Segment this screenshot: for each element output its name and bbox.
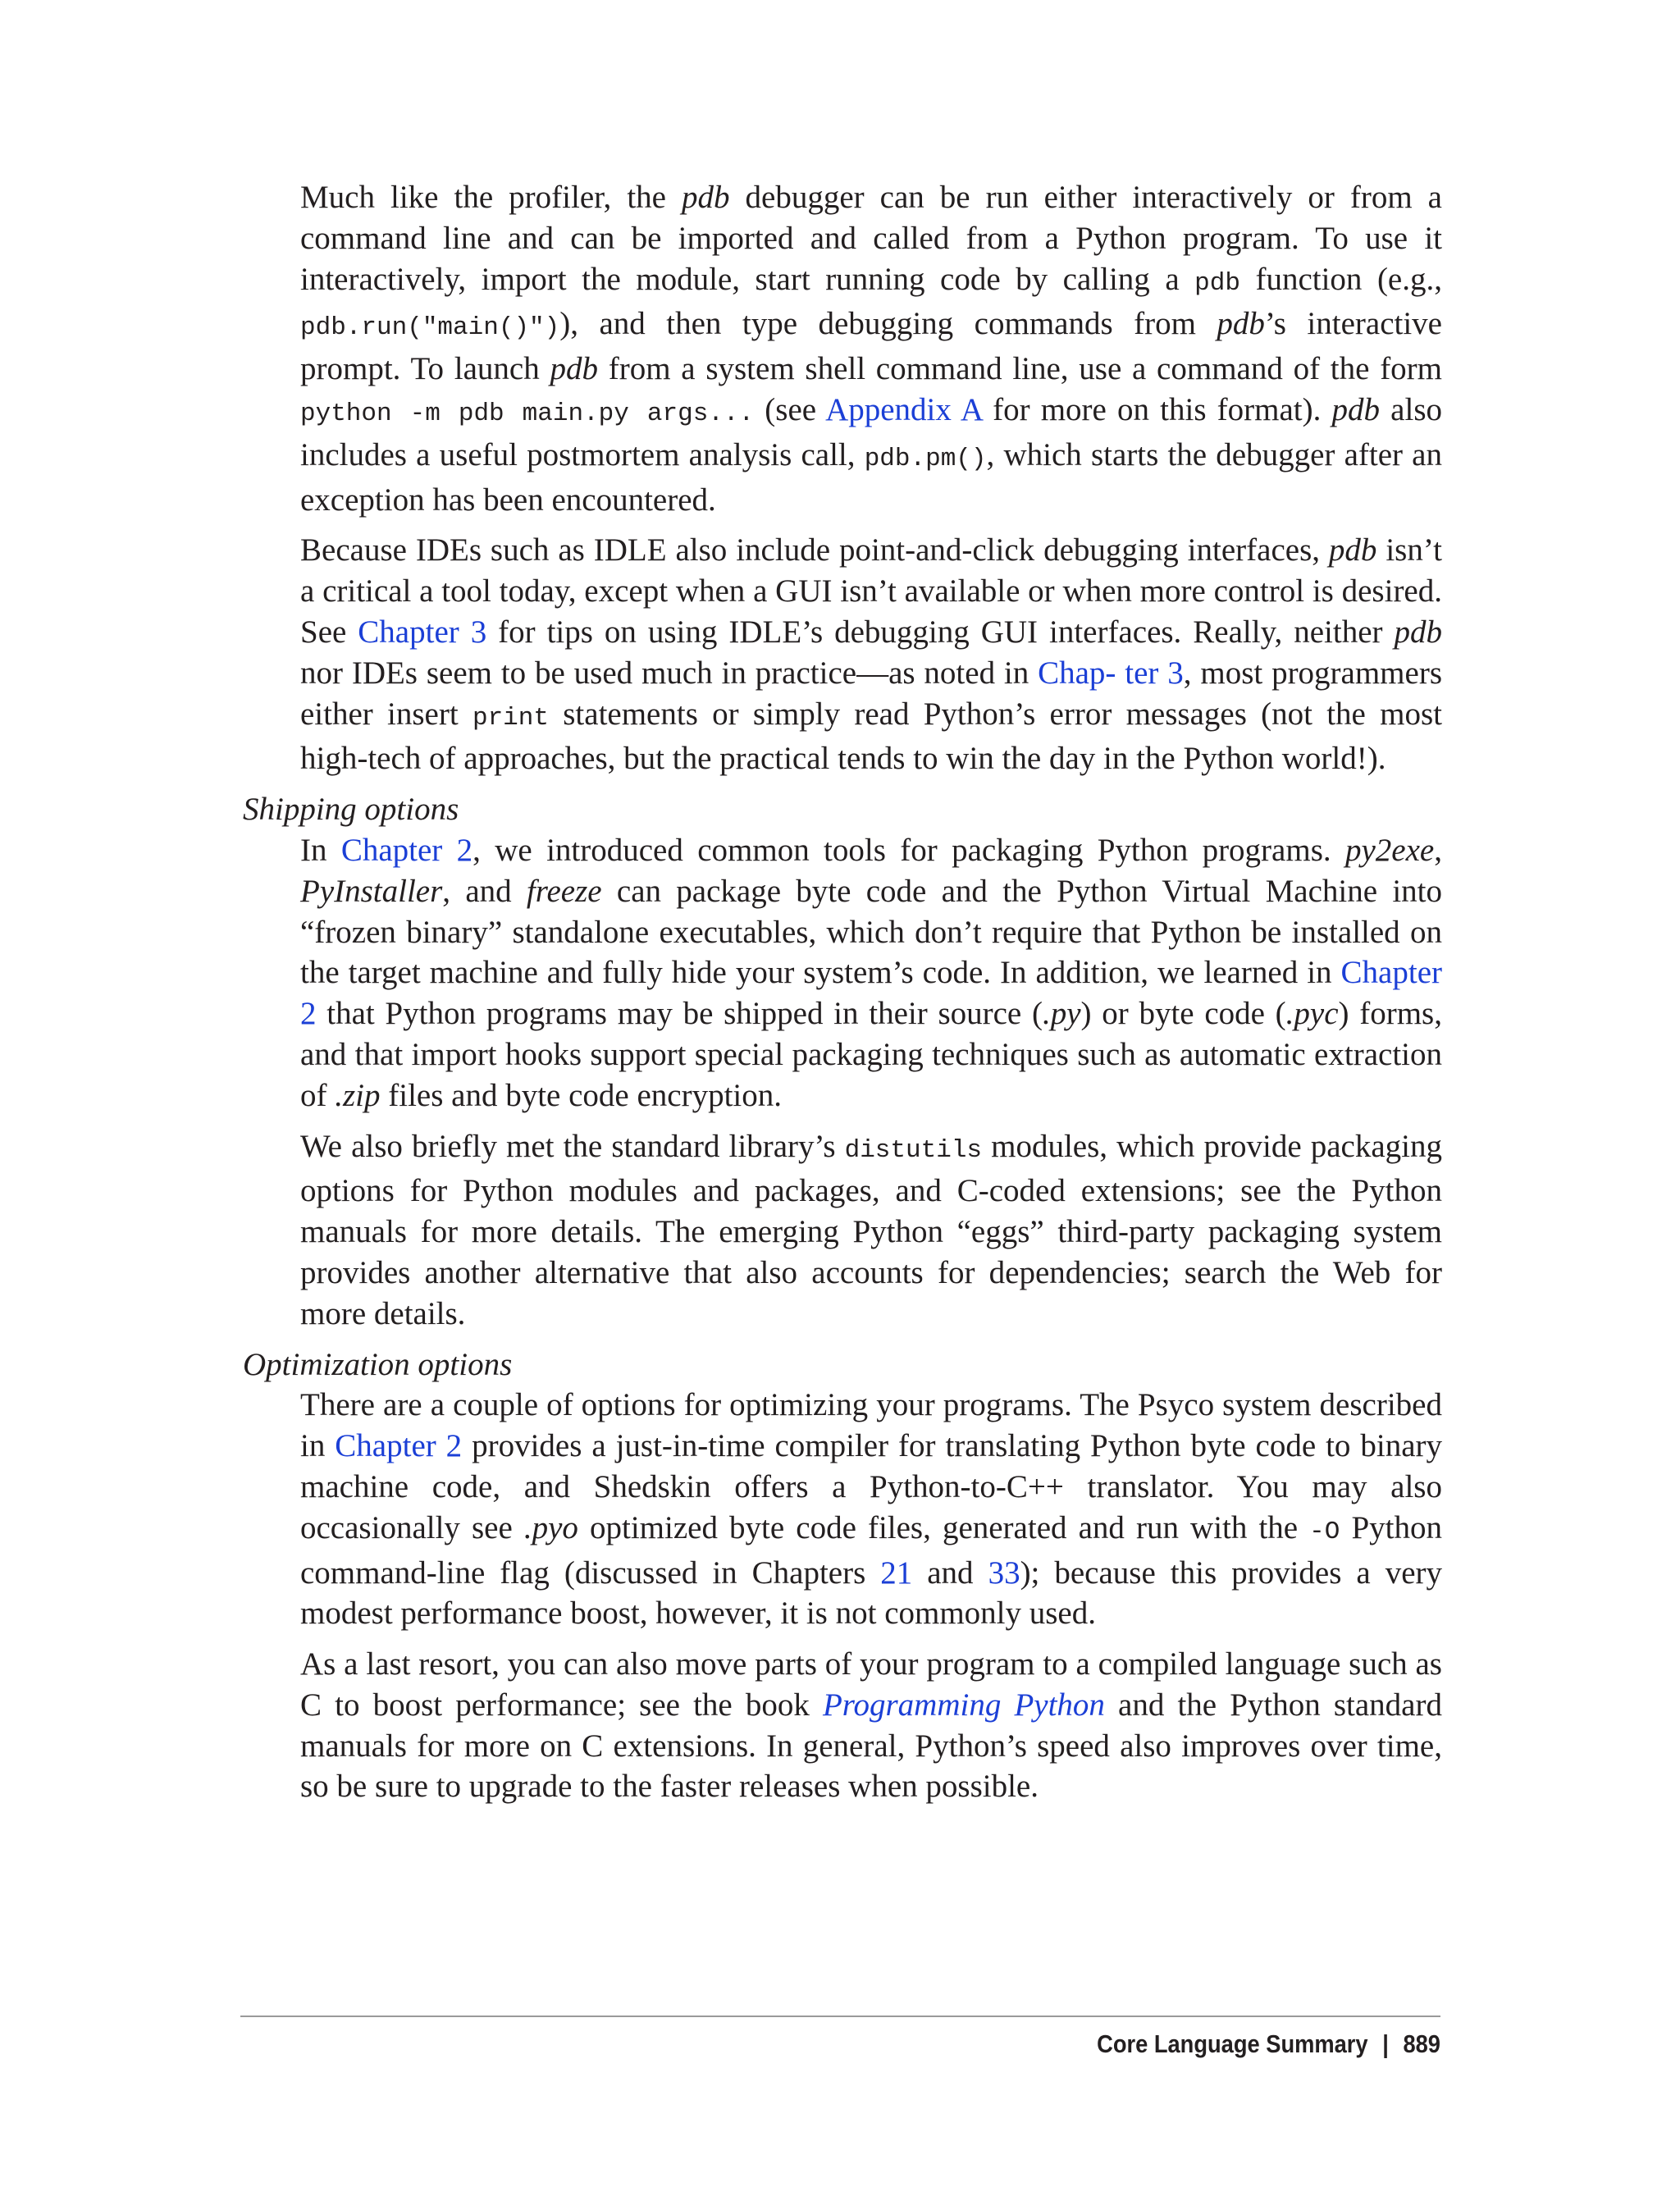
- term-pyo-extension: .pyo: [523, 1509, 578, 1545]
- text: Python command-line flag (discussed in Chapters: [300, 1509, 1442, 1591]
- paragraph-pdb-usage: [300, 177, 1442, 520]
- text: statements or simply read Python’s error messages (not the most high-tech of approaches, but the practical tends to win the day in the Python world!).: [300, 696, 1442, 777]
- link-programming-python[interactable]: Programming Python: [822, 1687, 1105, 1723]
- link-chapter-3[interactable]: Chapter 3: [358, 614, 487, 650]
- text: ); because this provides a very modest performance boost, however, it is not commonly used.: [300, 1554, 1442, 1632]
- code-command-line: python -m pdb main.py args...: [300, 399, 755, 428]
- text: In: [300, 832, 341, 868]
- link-chapter-2[interactable]: Chapter 2: [340, 832, 473, 868]
- paragraph-ide-debugging: [300, 530, 1442, 779]
- code-pdb-run: pdb.run("main()"): [300, 313, 560, 343]
- term-zip-extension: .zip: [335, 1077, 381, 1113]
- text: As a last resort, you can also move parts of your program to a compiled language such as C to boost performance; see the book: [300, 1646, 1442, 1723]
- text: also includes a useful postmortem analysis call,: [300, 391, 1442, 472]
- term-pdb: pdb: [1217, 306, 1265, 342]
- text: , we introduced common tools for packaging Python programs.: [472, 832, 1345, 868]
- text: files and byte code encryption.: [380, 1077, 783, 1113]
- code-distutils: distutils: [844, 1135, 983, 1165]
- text: (see: [754, 391, 826, 427]
- text: modules, which provide packaging options for Python modules and packages, and C-coded extensions; see the Python manuals for more details. The emerging Python “eggs” third-party packaging system provides another alternative that also accounts for dependencies; search the Web for more details.: [300, 1128, 1442, 1331]
- text: Because IDEs such as IDLE also include point-and-click debugging interfaces,: [300, 532, 1329, 568]
- term-pyc-extension: .pyc: [1285, 996, 1339, 1032]
- footer-section-title: Core Language Summary: [1097, 2029, 1368, 2058]
- text: We also briefly met the standard library’s: [300, 1128, 845, 1164]
- link-chapter-3-part2[interactable]: ter 3: [1125, 655, 1184, 691]
- text: can package byte code and the Python Virtual Machine into “frozen binary” standalone executables, which don’t require that Python be installed on the target machine and fully hide your system’s code. In addition, we learned in: [300, 873, 1442, 991]
- term-pdb: pdb: [1331, 391, 1381, 427]
- term-pyinstaller: PyInstaller: [300, 873, 443, 909]
- term-py2exe: py2exe: [1344, 832, 1435, 868]
- text: Much like the profiler, the: [300, 180, 682, 215]
- text: , most programmers either insert: [300, 655, 1442, 732]
- text: nor IDEs seem to be used much in practice—as noted in: [300, 655, 1039, 691]
- link-chapter-3-part1[interactable]: Chap-: [1038, 655, 1116, 691]
- code-pdb: pdb: [1194, 268, 1240, 298]
- text: , and: [442, 873, 527, 909]
- code-pdb-pm: pdb.pm(): [864, 444, 987, 473]
- page-number: 889: [1403, 2029, 1440, 2058]
- code-print: print: [472, 703, 549, 733]
- text: ) forms, and that import hooks support special packaging techniques such as automatic extraction of: [300, 996, 1442, 1113]
- paragraph-packaging-tools: [300, 830, 1442, 1116]
- text: that Python programs may be shipped in their source (: [316, 996, 1043, 1032]
- term-shipping-options: Shipping options: [243, 792, 459, 828]
- text: and: [912, 1554, 988, 1591]
- text: for more on this format).: [981, 391, 1332, 427]
- term-py-extension: .py: [1042, 996, 1081, 1032]
- term-pdb: pdb: [682, 180, 730, 215]
- text: and the Python standard manuals for more on C extensions. In general, Python’s speed also improves over time, so be sure to upgrade to the faster releases when possible.: [300, 1687, 1442, 1805]
- text: from a system shell command line, use a command of the form: [597, 351, 1443, 387]
- footer-rule: [240, 2016, 1440, 2017]
- code-O-flag: -O: [1309, 1517, 1340, 1546]
- text: function (e.g.,: [1239, 261, 1442, 297]
- text: ’s interactive prompt. To launch: [300, 306, 1442, 387]
- link-chapter-33[interactable]: 33: [988, 1554, 1020, 1591]
- link-appendix-a[interactable]: Appendix A: [825, 391, 982, 427]
- page-footer: [1097, 2028, 1440, 2061]
- text: ) or byte code (: [1080, 996, 1286, 1032]
- footer-separator: |: [1382, 2029, 1389, 2058]
- link-chapter-21[interactable]: 21: [880, 1554, 913, 1591]
- paragraph-c-extensions: [300, 1644, 1442, 1807]
- term-optimization-options: Optimization options: [243, 1346, 513, 1382]
- text: isn’t a critical a tool today, except when a GUI isn’t available or when more control is desired. See: [300, 532, 1442, 650]
- text: There are a couple of options for optimizing your programs. The Psyco system described in: [300, 1387, 1442, 1464]
- text: debugger can be run either interactively or from a command line and can be imported and called from a Python program. To use it interactively, import the module, start running code by calling a: [300, 180, 1442, 297]
- term-pdb: pdb: [1328, 532, 1377, 568]
- paragraph-optimization: [300, 1385, 1442, 1634]
- text: for tips on using IDLE’s debugging GUI interfaces. Really, neither: [486, 614, 1395, 650]
- term-pdb: pdb: [1394, 614, 1442, 650]
- link-chapter-2[interactable]: Chapter 2: [300, 955, 1442, 1032]
- text: ), and then type debugging commands from: [559, 306, 1217, 342]
- paragraph-distutils: [300, 1126, 1442, 1335]
- link-chapter-2[interactable]: Chapter 2: [335, 1428, 463, 1464]
- text: ,: [1434, 832, 1442, 868]
- text: optimized byte code files, generated and run with the: [578, 1509, 1310, 1545]
- page-body: [243, 177, 1442, 1807]
- text: , which starts the debugger after an exception has been encountered.: [300, 436, 1442, 518]
- term-pdb: pdb: [550, 351, 598, 387]
- term-freeze: freeze: [526, 873, 602, 909]
- text: provides a just-in-time compiler for translating Python byte code to binary machine code, and Shedskin offers a Python-to-C++ translator. You may also occasionally see: [300, 1428, 1442, 1545]
